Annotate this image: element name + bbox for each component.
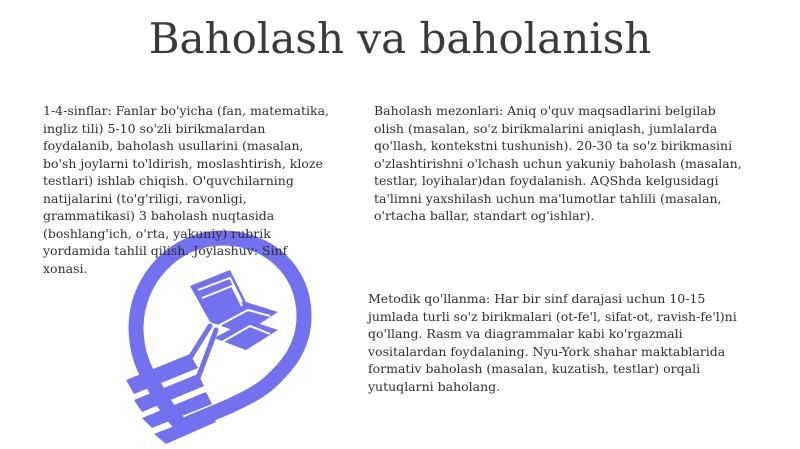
text-block-grades-1-4: 1-4-sinflar: Fanlar bo'yicha (fan, matematika, ingliz tili) 5-10 so'zli birikmalardan foydalanib, baholash usullarini (masalan, bo'sh joylarni to'ldirish, moslashtirish, kloze testlari) ishlab chiqish. O'quvchilarning natijalarini (to'g'riligi, ravonligi, grammatikasi) 3 baholash nuqtasida (boshlang'ich, o'rta, yakuniy) rubrik yordamida tahlil qilish. Joylashuv: Sinf xonasi. (43, 103, 329, 276)
slide-title: Baholash va baholanish (148, 14, 652, 63)
text-block-methodology: Metodik qo'llanma: Har bir sinf darajasi uchun 10-15 jumlada turli so'z birikmalari (ot-fe'l, sifat-ot, ravish-fe'l)ni qo'llang. Rasm va diagrammalar kabi ko'rgazmali vositalardan foydalaning. Nyu-York shahar maktablarida formativ baholash (masalan, kuzatish, testlar) orqali yutuqlarni baholang. (368, 291, 737, 394)
text-block-criteria: Baholash mezonlari: Aniq o'quv maqsadlarini belgilab olish (masalan, so'z birikmalarini aniqlash, jumlalarda qo'llash, kontekstni tushunish). 20-30 ta so'z birikmasini o'zlashtirishni o'lchash uchun yakuniy baholash (masalan, testlar, loyihalar)dan foydalanish. AQShda kelgusidagi ta'limni yaxshilash uchun ma'lumotlar tahlili (masalan, o'rtacha ballar, standart og'ishlar). (374, 103, 742, 223)
